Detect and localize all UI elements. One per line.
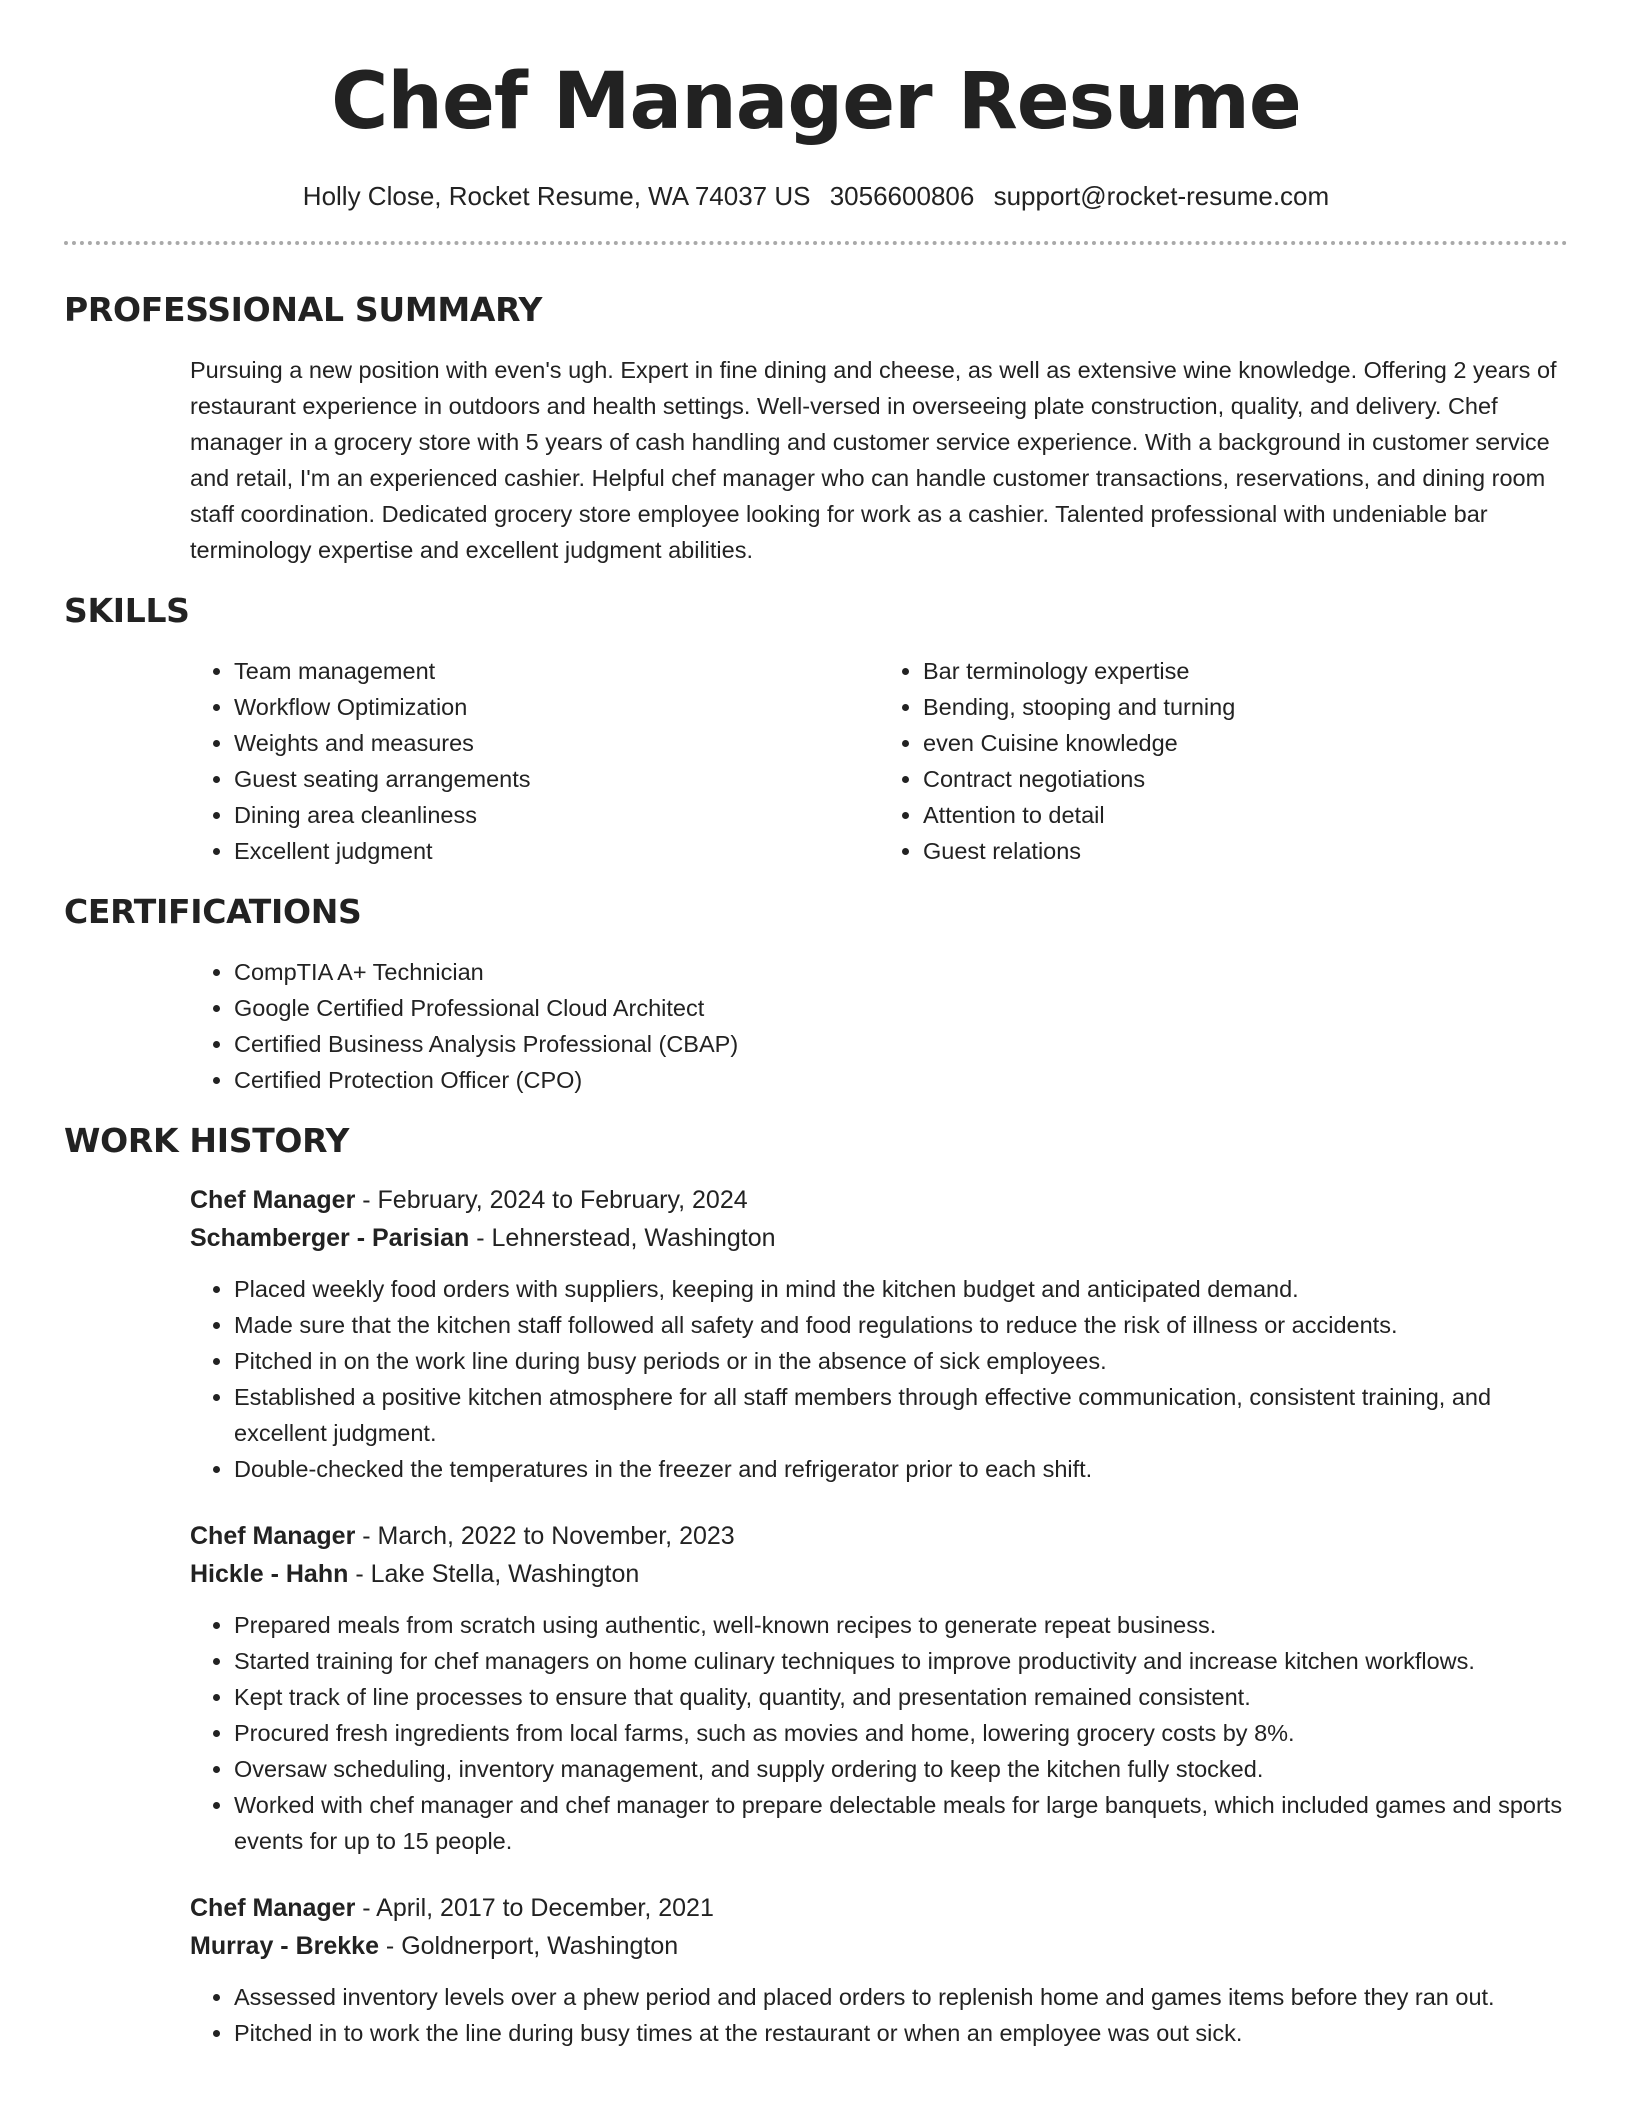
certifications-section — [64, 892, 1568, 1098]
skill-item: • Dining area cleanliness — [234, 797, 879, 833]
job-entry — [190, 1889, 1568, 2051]
job-bullet: • Pitched in to work the line during busy times at the restaurant or when an employee was out sick. — [234, 2015, 1568, 2051]
summary-text: Pursuing a new position with even's ugh. Expert in fine dining and cheese, as well as extensive wine knowledge. Offering 2 years of restaurant experience in outdoors and health settings. Well-versed in overseeing plate construction, quality, and delivery. Chef manager in a grocery store with 5 years of cash handling and customer service experience. With a background in customer service and retail, I'm an experienced cashier. Helpful chef manager who can handle customer transactions, reservations, and dining room staff coordination. Dedicated grocery store employee looking for work as a cashier. Talented professional with undeniable bar terminology expertise and excellent judgment abilities. — [190, 357, 1557, 563]
skill-item: • Workflow Optimization — [234, 689, 879, 725]
page-title: Chef Manager Resume — [331, 57, 1301, 147]
job-bullet: • Kept track of line processes to ensure that quality, quantity, and presentation remained consistent. — [234, 1679, 1568, 1715]
job-company: Schamberger - Parisian — [190, 1224, 470, 1252]
certifications-list — [190, 954, 1568, 1098]
job-bullet: • Made sure that the kitchen staff followed all safety and food regulations to reduce the risk of illness or accidents. — [234, 1307, 1568, 1343]
job-bullet: • Started training for chef managers on home culinary techniques to improve productivity and increase kitchen workflows. — [234, 1643, 1568, 1679]
job-bullet: • Worked with chef manager and chef manager to prepare delectable meals for large banquets, which included games and sports events for up to 15 people. — [234, 1787, 1568, 1859]
job-title: Chef Manager — [190, 1522, 356, 1550]
job-bullet: • Established a positive kitchen atmosphere for all staff members through effective communication, consistent training, and excellent judgment. — [234, 1379, 1568, 1451]
skills-list-left — [190, 653, 879, 869]
job-entry — [190, 1181, 1568, 1487]
certification-item: • CompTIA A+ Technician — [234, 954, 1568, 990]
skill-item: • even Cuisine knowledge — [923, 725, 1568, 761]
job-location: - Lehnerstead, Washington — [469, 1224, 776, 1252]
job-title: Chef Manager — [190, 1894, 356, 1922]
job-bullets — [190, 1979, 1568, 2051]
contact-email: support@rocket-resume.com — [993, 181, 1330, 211]
job-bullet: • Prepared meals from scratch using authentic, well-known recipes to generate repeat business. — [234, 1607, 1568, 1643]
job-bullet: • Oversaw scheduling, inventory management, and supply ordering to keep the kitchen fully stocked. — [234, 1751, 1568, 1787]
certification-item: • Certified Protection Officer (CPO) — [234, 1062, 1568, 1098]
job-company-line — [190, 1555, 1568, 1593]
job-bullet: • Pitched in on the work line during busy periods or in the absence of sick employees. — [234, 1343, 1568, 1379]
skill-item: • Guest seating arrangements — [234, 761, 879, 797]
skills-section — [64, 591, 1568, 869]
job-title: Chef Manager — [190, 1186, 356, 1214]
summary-section — [64, 290, 1568, 568]
job-title-line — [190, 1889, 1568, 1927]
job-company-line — [190, 1927, 1568, 1965]
skills-heading: SKILLS — [64, 591, 190, 630]
job-bullet: • Assessed inventory levels over a phew period and placed orders to replenish home and games items before they ran out. — [234, 1979, 1568, 2015]
job-location: - Lake Stella, Washington — [348, 1560, 640, 1588]
skills-list-right — [879, 653, 1568, 869]
certification-item: • Certified Business Analysis Professional (CBAP) — [234, 1026, 1568, 1062]
summary-heading: PROFESSIONAL SUMMARY — [64, 290, 543, 329]
contact-line — [64, 180, 1568, 212]
skill-item: • Attention to detail — [923, 797, 1568, 833]
header-divider — [64, 241, 1568, 245]
job-title-line — [190, 1517, 1568, 1555]
job-location: - Goldnerport, Washington — [378, 1932, 679, 1960]
skill-item: • Guest relations — [923, 833, 1568, 869]
job-bullets — [190, 1607, 1568, 1859]
skill-item: • Excellent judgment — [234, 833, 879, 869]
skill-item: • Weights and measures — [234, 725, 879, 761]
job-bullet: • Procured fresh ingredients from local farms, such as movies and home, lowering grocery costs by 8%. — [234, 1715, 1568, 1751]
job-bullet: • Double-checked the temperatures in the freezer and refrigerator prior to each shift. — [234, 1451, 1568, 1487]
work-history-section — [64, 1121, 1568, 2051]
job-entry — [190, 1517, 1568, 1859]
job-company: Hickle - Hahn — [190, 1560, 349, 1588]
job-bullet: • Placed weekly food orders with suppliers, keeping in mind the kitchen budget and anticipated demand. — [234, 1271, 1568, 1307]
skill-item: • Contract negotiations — [923, 761, 1568, 797]
job-company: Murray - Brekke — [190, 1932, 379, 1960]
certification-item: • Google Certified Professional Cloud Architect — [234, 990, 1568, 1026]
certifications-heading: CERTIFICATIONS — [64, 892, 362, 931]
skill-item: • Bar terminology expertise — [923, 653, 1568, 689]
skill-item: • Team management — [234, 653, 879, 689]
job-company-line — [190, 1219, 1568, 1257]
skill-item: • Bending, stooping and turning — [923, 689, 1568, 725]
job-dates: - March, 2022 to November, 2023 — [355, 1522, 735, 1550]
contact-phone: 3056600806 — [829, 181, 975, 211]
job-dates: - April, 2017 to December, 2021 — [355, 1894, 714, 1922]
job-bullets — [190, 1271, 1568, 1487]
job-title-line — [190, 1181, 1568, 1219]
work-history-heading: WORK HISTORY — [64, 1121, 350, 1160]
resume-page — [64, 0, 1568, 2051]
job-dates: - February, 2024 to February, 2024 — [355, 1186, 748, 1214]
contact-address: Holly Close, Rocket Resume, WA 74037 US — [302, 181, 811, 211]
